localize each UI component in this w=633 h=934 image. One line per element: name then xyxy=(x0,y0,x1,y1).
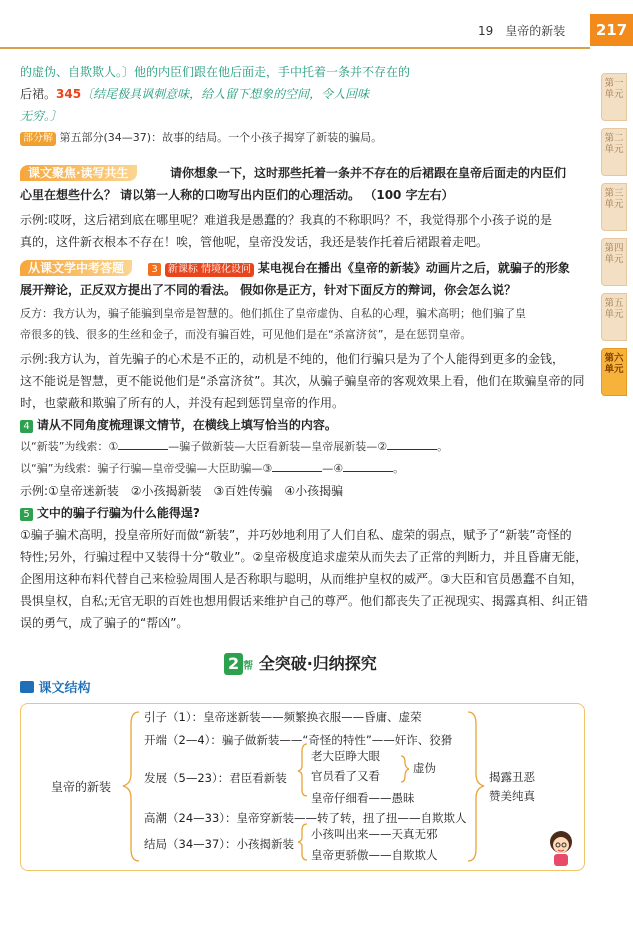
part-tag: 部分解 xyxy=(20,132,56,146)
question-4: 4 请从不同角度梳理课文情节，在横线上填写恰当的内容。 xyxy=(20,415,590,435)
side-tab-unit-5[interactable]: 第五单元 xyxy=(601,293,627,341)
new-standard-tag: 新课标 情境化设问 xyxy=(165,263,254,277)
example-3c: 时，也蒙蔽和欺骗了所有的人，并没有起到惩罚皇帝的作用。 xyxy=(20,396,345,410)
example-1a: 示例:哎呀，这后裙到底在哪里呢？难道我是愚蠢的？我真的不称职吗？不，我觉得那个小孩子说的是 xyxy=(20,213,553,227)
side-tab-unit-6[interactable]: 第六单元 xyxy=(601,348,627,396)
answer-5c: 企图用这种布料代替自己来检验周围人是否称职与聪明，从而维护皇权的威严。③大臣和官员愚蠢不自知， xyxy=(20,572,583,586)
question-imagine-2: 心里在想些什么？ 请以第一人称的口吻写出内臣们的心理活动。 （100 字左右） xyxy=(20,188,454,202)
blank-2[interactable] xyxy=(387,449,437,450)
intro-line-2: 后裙。345〔结尾极具讽刺意味，给人留下想象的空间，令人回味 xyxy=(20,87,370,101)
chapter-title: 19 皇帝的新装 xyxy=(478,24,566,38)
node-development: 发展（5—23）：君臣看新装 xyxy=(144,771,287,785)
question-3: 3 新课标 情境化设问 某电视台在播出《皇帝的新装》动画片之后，就骗子的形象 xyxy=(148,258,588,278)
theme-praise: 赞美纯真 xyxy=(489,789,535,803)
question-4-line-1: 以“新装”为线索：① —骗子做新装—大臣看新装—皇帝展新装—② 。 xyxy=(20,440,449,453)
node-climax: 高潮（24—33）：皇帝穿新装——转了转，扭了扭——自欺欺人 xyxy=(144,811,467,825)
intro-line-3: 无穷。〕 xyxy=(20,109,63,123)
example-1b: 真的，这件新衣根本不存在！唉，管他呢，皇帝没发话，我还是装作托着后裙跟着走吧。 xyxy=(20,235,489,249)
node-dev-b: 官员看了又看 xyxy=(311,769,380,783)
intro-line-1: 的虚伪、自欺欺人。〕他的内臣们跟在他后面走，手中托着一条并不存在的 xyxy=(20,65,411,79)
structure-heading: 课文结构 xyxy=(20,677,91,696)
node-dev-c: 皇帝仔细看——愚昧 xyxy=(311,791,415,805)
annotation-numbers: 345 xyxy=(56,87,82,101)
example-4: 示例:①皇帝迷新装 ②小孩揭新装 ③百姓传骗 ④小孩揭骗 xyxy=(20,484,344,498)
opponent-2: 帝很多的钱、很多的生丝和金子，而没有骗百姓，可见他们是在“杀富济贫”，是在惩罚皇帝。 xyxy=(20,328,472,341)
structure-diagram xyxy=(20,703,585,871)
node-end-a: 小孩叫出来——天真无邪 xyxy=(311,827,438,841)
part-summary: 部分解 第五部分(34—37)：故事的结局。一个小孩子揭穿了新装的骗局。 xyxy=(20,128,590,148)
node-intro: 引子（1）：皇帝迷新装——频繁换衣服——昏庸、虚荣 xyxy=(144,710,422,724)
node-ending: 结局（34—37）：小孩揭新装 xyxy=(144,837,295,851)
side-tab-unit-2[interactable]: 第二单元 xyxy=(601,128,627,176)
section-bar-exam: 从课文学中考答题 xyxy=(20,260,132,276)
banner-number: 2 xyxy=(224,653,243,675)
section-bar-focus: 课文聚焦·读写共生 xyxy=(20,165,137,181)
answer-5d: 畏惧皇权，自私;无官无职的百姓也想用假话来维护自己的尊严。他们都丧失了正视现实、揭露真相、纠正错 xyxy=(20,594,589,608)
answer-5b: 特性;另外，行骗过程中又装得十分“敬业”。②皇帝极度追求虚荣从而失去了正常的判断力，并且昏庸无能， xyxy=(20,550,588,564)
question-5: 5 文中的骗子行骗为什么能得逞? xyxy=(20,503,590,523)
mascot-girl-icon xyxy=(545,828,577,868)
example-3b: 这不能说是智慧，更不能说他们是“杀富济贫”。其次，从骗子骗皇帝的客观效果上看，他们在欺骗皇帝的同 xyxy=(20,374,585,388)
answer-5e: 误的勇气，成了骗子的“帮凶”。 xyxy=(20,616,189,630)
side-tab-unit-1[interactable]: 第一单元 xyxy=(601,73,627,121)
example-3a: 示例:我方认为，首先骗子的心术是不正的，动机是不纯的，他们行骗只是为了个人能得到更多的金钱， xyxy=(20,352,565,366)
heading-icon xyxy=(20,681,34,693)
theme-expose: 揭露丑恶 xyxy=(489,770,535,784)
page-number: 217 xyxy=(590,14,633,46)
section-banner: 2 帮 全突破·归纳探究 xyxy=(224,651,377,673)
question-imagine: 请你想象一下，这时那些托着一条并不存在的后裙跟在皇帝后面走的内臣们 xyxy=(170,166,567,180)
blank-4[interactable] xyxy=(343,471,393,472)
side-tab-unit-3[interactable]: 第三单元 xyxy=(601,183,627,231)
question-4-line-2: 以“骗”为线索：骗子行骗—皇帝受骗—大臣助骗—③ —④ 。 xyxy=(20,462,405,475)
blank-1[interactable] xyxy=(118,449,168,450)
answer-5a: ①骗子骗术高明，投皇帝所好而做“新装”，并巧妙地利用了人们自私、虚荣的弱点，赋予了“新装”奇怪的 xyxy=(20,528,572,542)
node-dev-a: 老大臣睁大眼 xyxy=(311,749,380,763)
opponent-1: 反方：我方认为，骗子能骗到皇帝是智慧的。他们抓住了皇帝虚伪、自私的心理，骗术高明；他们骗了皇 xyxy=(20,307,526,320)
root-node: 皇帝的新装 xyxy=(51,780,112,794)
node-dev-hypocrisy: 虚伪 xyxy=(413,761,436,775)
side-tab-unit-4[interactable]: 第四单元 xyxy=(601,238,627,286)
header-divider xyxy=(0,47,590,49)
node-beginning: 开端（2—4）：骗子做新装——“奇怪的特性”——奸诈、狡猾 xyxy=(144,733,453,747)
node-end-b: 皇帝更骄傲——自欺欺人 xyxy=(311,848,438,862)
blank-3[interactable] xyxy=(272,471,322,472)
question-3-cont: 展开辩论，正反双方提出了不同的看法。 假如你是正方，针对下面反方的辩词，你会怎么说？ xyxy=(20,283,517,297)
